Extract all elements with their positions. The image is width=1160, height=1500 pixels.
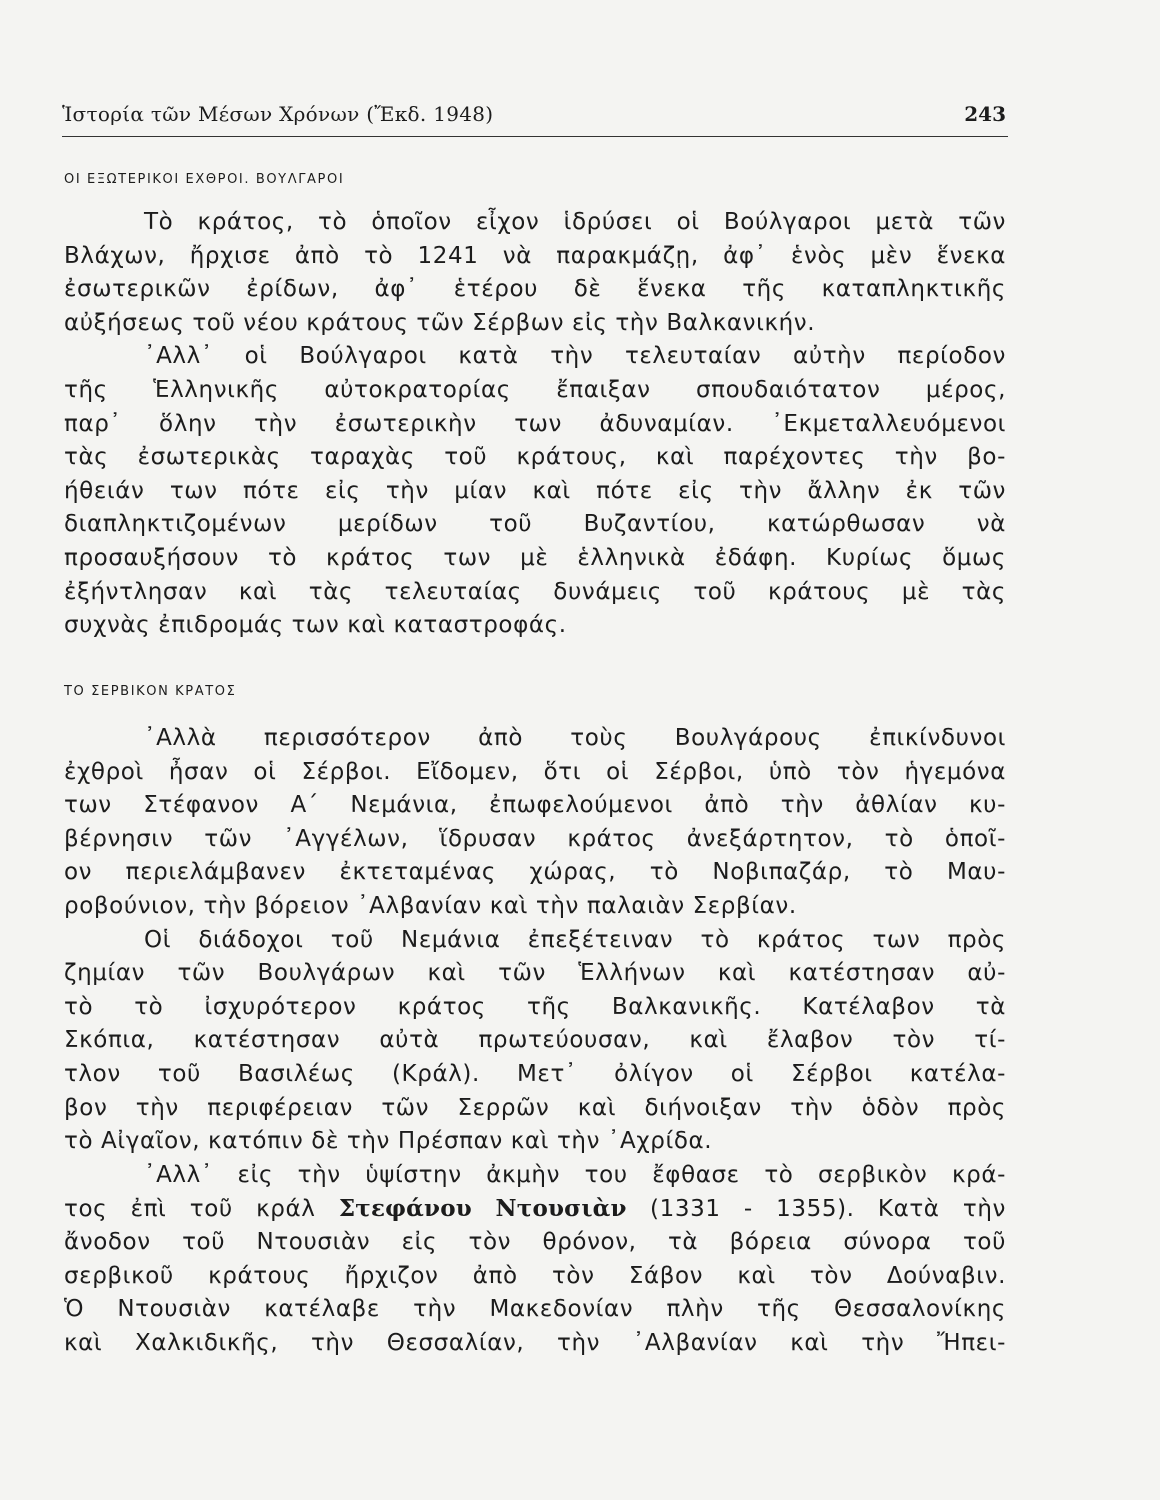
text-fragment: (1331 - 1355). Κατὰ τὴν [626, 1196, 1006, 1223]
text-line: βέρνησιν τῶν ᾿Αγγέλων, ἵδρυσαν κράτος ἀνεξάρτητον, τὸ ὁποῖ- [64, 825, 1006, 852]
book-title: Ἱστορία τῶν Μέσων Χρόνων (Ἔκδ. 1948) [62, 102, 494, 126]
running-head [62, 100, 1008, 137]
text-line: τὰς ἐσωτερικὰς ταραχὰς τοῦ κράτους, καὶ παρέχοντες τὴν βο- [64, 444, 1006, 471]
text-line: Οἱ διάδοχοι τοῦ Νεμάνια ἐπεξέτειναν τὸ κράτος των πρὸς [144, 926, 1006, 953]
text-line: ᾿Αλλ᾿ εἰς τὴν ὑψίστην ἀκμὴν του ἔφθασε τὸ σερβικὸν κρά- [144, 1161, 1006, 1188]
text-line: βον τὴν περιφέρειαν τῶν Σερρῶν καὶ διήνοιξαν τὴν ὁδὸν πρὸς [64, 1094, 1006, 1121]
text-line: ᾿Αλλὰ περισσότερον ἀπὸ τοὺς Βουλγάρους ἐπικίνδυνοι [144, 725, 1006, 751]
text-line: ἐχθροὶ ἦσαν οἱ Σέρβοι. Εἴδομεν, ὅτι οἱ Σέρβοι, ὑπὸ τὸν ἡγεμόνα [64, 758, 1006, 785]
text-line: Ὁ Ντουσιὰν κατέλαβε τὴν Μακεδονίαν πλὴν τῆς Θεσσαλονίκης [64, 1296, 1006, 1323]
text-line: ον περιελάμβανεν ἐκτεταμένας χώρας, τὸ Νοβιπαζάρ, τὸ Μαυ- [64, 859, 1006, 886]
text-line: Βλάχων, ἤρχισε ἀπὸ τὸ 1241 νὰ παρακμάζῃ, ἀφ᾿ ἑνὸς μὲν ἕνεκα [64, 242, 1006, 269]
text-line: αὐξήσεως τοῦ νέου κράτους τῶν Σέρβων εἰς τὴν Βαλκανικήν. [64, 309, 816, 336]
text-line: των Στέφανον Α΄ Νεμάνια, ἐπωφελούμενοι ἀπὸ τὴν ἀθλίαν κυ- [64, 792, 1006, 819]
section-heading-serbian-state: ΤΟ ΣΕΡΒΙΚΟΝ ΚΡΑΤΟΣ [64, 684, 237, 699]
text-line: ήθειάν των πότε εἰς τὴν μίαν καὶ πότε εἰς τὴν ἄλλην ἐκ τῶν [64, 477, 1006, 504]
text-line: τὸ τὸ ἰσχυρότερον κράτος τῆς Βαλκανικῆς. Κατέλαβον τὰ [64, 993, 1006, 1020]
text-line: ἄνοδον τοῦ Ντουσιὰν εἰς τὸν θρόνον, τὰ βόρεια σύνορα τοῦ [64, 1228, 1006, 1255]
text-line: ἐσωτερικῶν ἐρίδων, ἀφ᾿ ἑτέρου δὲ ἕνεκα τῆς καταπληκτικῆς [64, 276, 1006, 303]
text-line: διαπληκτιζομένων μερίδων τοῦ Βυζαντίου, κατώρθωσαν νὰ [64, 511, 1006, 538]
text-line: τῆς Ἑλληνικῆς αὐτοκρατορίας ἔπαιξαν σπουδαιότατον μέρος, [64, 376, 1006, 403]
text-line-dushan [64, 1192, 1006, 1226]
text-line: Τὸ κράτος, τὸ ὁποῖον εἶχον ἱδρύσει οἱ Βούλγαροι μετὰ τῶν [144, 209, 1006, 235]
text-line: σερβικοῦ κράτους ἤρχιζον ἀπὸ τὸν Σάβον καὶ τὸν Δούναβιν. [64, 1262, 1006, 1289]
text-line: συχνὰς ἐπιδρομάς των καὶ καταστροφάς. [64, 612, 567, 639]
text-line: τὸ Αἰγαῖον, κατόπιν δὲ τὴν Πρέσπαν καὶ τὴν ᾿Αχρίδα. [64, 1128, 713, 1155]
text-line: ᾿Αλλ᾿ οἱ Βούλγαροι κατὰ τὴν τελευταίαν αὐτὴν περίοδον [144, 343, 1006, 370]
text-line: καὶ Χαλκιδικῆς, τὴν Θεσσαλίαν, τὴν ᾿Αλβανίαν καὶ τὴν Ἤπει- [64, 1329, 1006, 1356]
text-fragment: τος ἐπὶ τοῦ κράλ [64, 1196, 339, 1223]
text-line: παρ᾿ ὅλην τὴν ἐσωτερικὴν των ἀδυναμίαν. ᾿Εκμεταλλευόμενοι [64, 410, 1006, 437]
text-line: ζημίαν τῶν Βουλγάρων καὶ τῶν Ἑλλήνων καὶ κατέστησαν αὐ- [64, 960, 1006, 987]
paragraph-bulgarians [64, 206, 1006, 643]
text-line: Σκόπια, κατέστησαν αὐτὰ πρωτεύουσαν, καὶ ἔλαβον τὸν τί- [64, 1027, 1006, 1054]
text-line: προσαυξήσουν τὸ κράτος των μὲ ἑλληνικὰ ἐδάφη. Κυρίως ὅμως [64, 544, 1006, 571]
text-line: ἐξήντλησαν καὶ τὰς τελευταίας δυνάμεις τοῦ κράτους μὲ τὰς [64, 578, 1006, 605]
paragraph-serbian-state [64, 722, 1006, 1360]
emphasized-name: Στεφάνου Ντουσιὰν [338, 1195, 627, 1223]
text-line: ροβούνιον, τὴν βόρειον ᾿Αλβανίαν καὶ τὴν παλαιὰν Σερβίαν. [64, 892, 797, 919]
page-number: 243 [964, 102, 1006, 126]
text-line: τλον τοῦ Βασιλέως (Κράλ). Μετ᾿ ὀλίγον οἱ Σέρβοι κατέλα- [64, 1060, 1006, 1087]
section-heading-bulgarians: ΟΙ ΕΞΩΤΕΡΙΚΟΙ ΕΧΘΡΟΙ. ΒΟΥΛΓΑΡΟΙ [64, 172, 345, 187]
